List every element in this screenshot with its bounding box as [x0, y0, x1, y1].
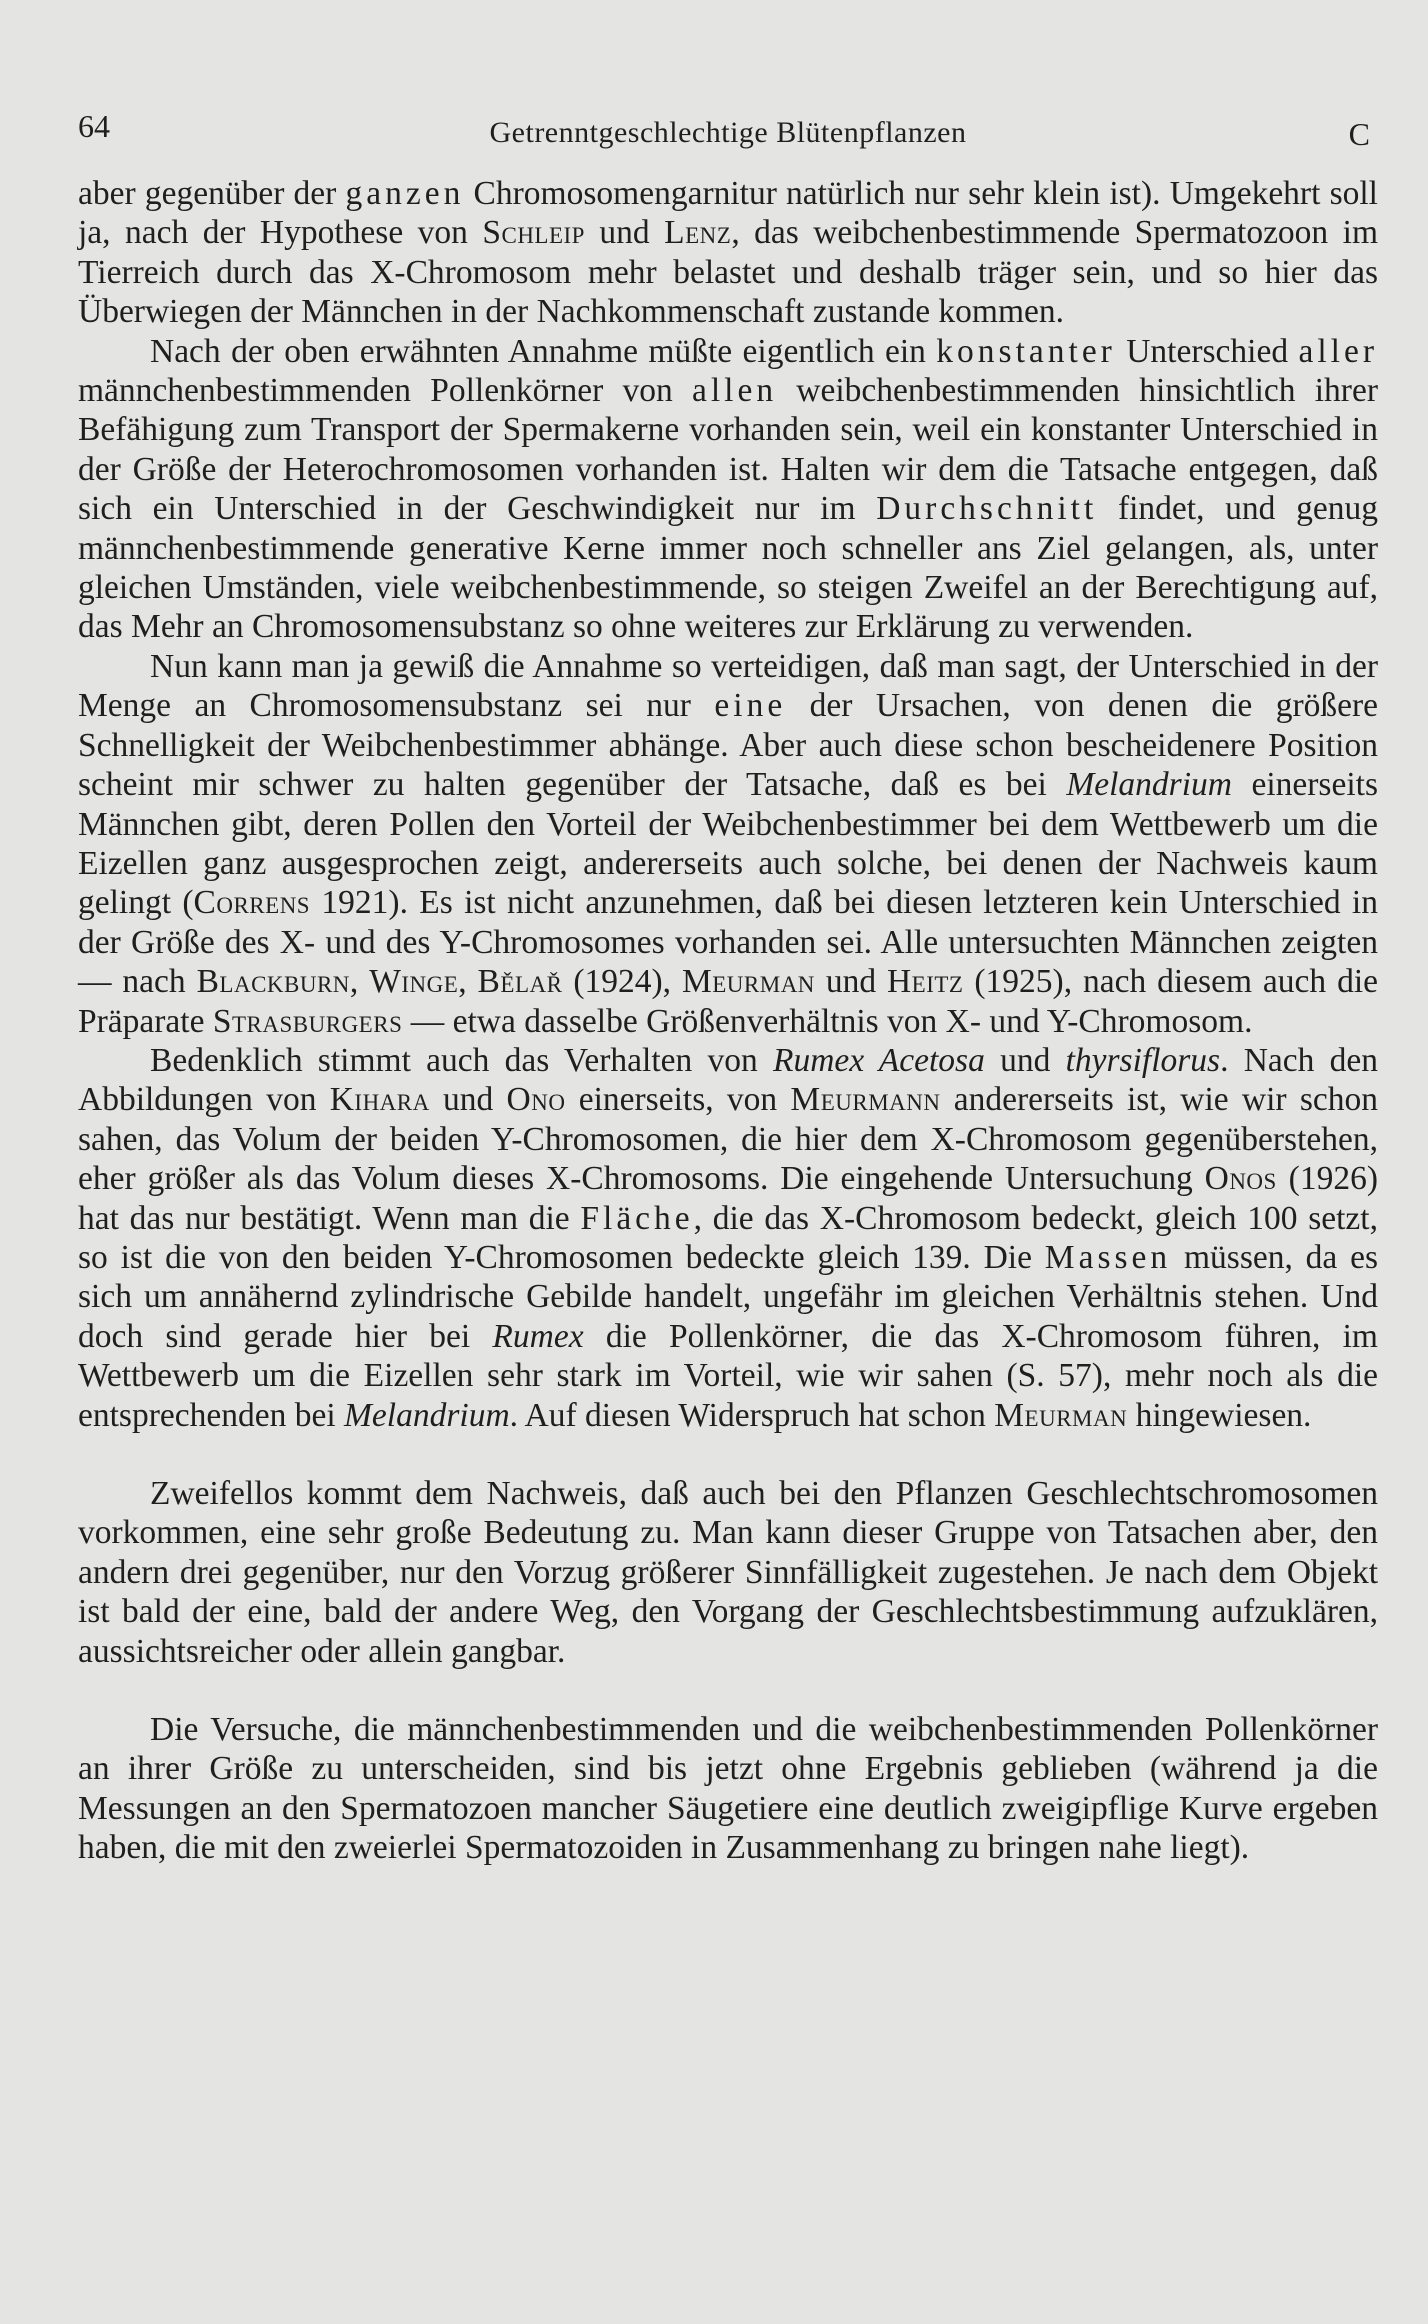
- text-run: aber gegenüber der: [78, 175, 346, 212]
- text-run: weibchenbestimmenden hinsichtlich ihrer Befähigung zum Transport der Spermakerne vorhanden sein, weil ein konstanter Unterschied in der Größe der Heterochromosomen vorhanden ist. Halten wir dem die Tatsache entgegen, daß sich ein Unterschied in der Geschwindigkeit nur im: [78, 372, 1378, 528]
- paragraph: [78, 332, 1378, 647]
- paragraph: [78, 1041, 1378, 1435]
- text-run: und: [584, 214, 665, 252]
- text-run: müssen, da es sich um annähernd zylindrische Gebilde handelt, ungefähr im gleichen Verhältnis stehen. Und doch sind gerade hier bei: [78, 1238, 1379, 1355]
- text-run: , die das X-Chromosom bedeckt, gleich 100 setzt, so ist die von den beiden Y-Chromosomen bedeckte gleich 139. Die: [78, 1199, 1378, 1276]
- spaced-run: Durchschnitt: [876, 490, 1098, 528]
- smallcaps-run: Meurman: [681, 963, 815, 1001]
- smallcaps-run: Winge: [369, 963, 459, 1001]
- smallcaps-run: Kihara: [329, 1081, 430, 1119]
- text-run: andererseits ist, wie wir schon sahen, das Volum der beiden Y-Chromosomen, die hier dem X-Chromosom gegenüberstehen, eher größer als das Volum dieses X-Chromosoms. Die eingehende Untersuchung: [78, 1081, 1379, 1198]
- text-run: Zweifellos kommt dem Nachweis, daß auch bei den Pflanzen Geschlechtschromosomen vorkommen, eine sehr große Bedeutung zu. Man kann dieser Gruppe von Tatsachen aber, den andern drei gegenüber, nur den Vorzug größerer Sinnfälligkeit zugestehen. Je nach dem Objekt ist bald der eine, bald der andere Weg, den Vorgang der Geschlechtsbestimmung aufzuklären, aussichtsreicher oder allein gangbar.: [78, 1475, 1378, 1670]
- text-run: einerseits, von: [565, 1081, 791, 1119]
- smallcaps-run: Correns: [193, 884, 311, 922]
- smallcaps-run: Schleip: [482, 214, 585, 252]
- text-run: Nun kann man ja gewiß die Annahme so verteidigen, daß man sagt, der Unterschied in der Menge an Chromosomensubstanz sei nur: [78, 647, 1378, 725]
- paragraph: [78, 647, 1378, 1041]
- paragraph: [78, 174, 1378, 332]
- text-run: — etwa dasselbe Größenverhältnis von X- und Y-Chromosom.: [402, 1002, 1253, 1040]
- running-header: [78, 108, 1378, 174]
- smallcaps-run: Meurman: [994, 1396, 1128, 1434]
- smallcaps-run: Lenz: [664, 214, 732, 252]
- text-run: Nach der oben erwähnten Annahme müßte eigentlich ein: [150, 332, 937, 370]
- text-run: ,: [458, 963, 478, 1001]
- italic-run: Rumex: [492, 1317, 584, 1355]
- text-run: findet, und genug männchenbestimmende generative Kerne immer noch schneller ans Ziel gelangen, als, unter gleichen Umständen, viele weibchenbestimmende, so steigen Zweifel an der Berechtigung auf, das Mehr an Chromosomensubstanz so ohne weiteres zur Erklärung zu verwenden.: [78, 490, 1378, 646]
- spaced-run: eine: [714, 687, 787, 725]
- italic-run: thyrsiflorus: [1065, 1041, 1221, 1079]
- italic-run: Rumex Acetosa: [773, 1041, 985, 1079]
- text-run: und: [429, 1081, 507, 1119]
- running-title: Getrenntgeschlechtige Blütenpflanzen: [489, 116, 967, 149]
- smallcaps-run: Onos: [1204, 1160, 1277, 1198]
- text-run: und: [984, 1041, 1066, 1079]
- spaced-run: ganzen: [345, 175, 465, 212]
- paragraph: [78, 1710, 1378, 1868]
- spaced-run: Fläche: [580, 1199, 694, 1237]
- text-run: die Pollenkörner, die das X-Chromosom führen, im Wettbewerb um die Eizellen sehr stark im Vorteil, wie wir sahen (S. 57), mehr noch als die entsprechenden bei: [78, 1317, 1378, 1434]
- text-run: und: [814, 963, 887, 1001]
- italic-run: Melandrium: [1066, 766, 1232, 804]
- text-run: Die Versuche, die männchenbestimmenden und die weibchenbestimmenden Pollenkörner an ihrer Größe zu unterscheiden, sind bis jetzt ohne Ergebnis geblieben (während ja die Messungen an den Spermatozoen mancher Säugetiere eine deutlich zweigipflige Kurve ergeben haben, die mit den zweierlei Spermatozoiden in Zusammenhang zu bringen nahe liegt).: [78, 1711, 1378, 1867]
- text-run: Unterschied: [1115, 332, 1299, 370]
- smallcaps-run: Strasburgers: [212, 1002, 403, 1040]
- page-number: 64: [78, 108, 110, 144]
- text-run: männchenbestimmenden Pollenkörner von: [78, 372, 692, 410]
- text-run: 1921). Es ist nicht anzunehmen, daß bei diesen letzteren kein Unterschied in der Größe des X- und des Y-Chromosomes vorhanden sei. Alle untersuchten Männchen zeigten — nach: [78, 884, 1378, 1001]
- text-run: . Nach den Abbildungen von: [78, 1041, 1378, 1119]
- section-letter: C: [1348, 116, 1370, 152]
- text-run: Bedenklich stimmt auch das Verhalten von: [150, 1041, 773, 1079]
- spaced-run: allen: [691, 372, 778, 410]
- spaced-run: konstanter: [936, 332, 1116, 370]
- italic-run: Melandrium: [344, 1396, 510, 1434]
- spaced-run: aller: [1298, 332, 1378, 370]
- body-text: [78, 174, 1378, 1868]
- text-run: (1925), nach diesem auch die Präparate: [78, 963, 1378, 1040]
- smallcaps-run: Blackburn: [196, 963, 350, 1001]
- text-run: der Ursachen, von denen die größere Schnelligkeit der Weibchenbestimmer abhänge. Aber auch diese schon bescheidenere Position scheint mir schwer zu halten gegenüber der Tatsache, daß es bei: [78, 687, 1379, 804]
- text-run: Chromosomengarnitur natürlich nur sehr klein ist). Umgekehrt soll ja, nach der Hypothese von: [78, 175, 1378, 252]
- text-run: hingewiesen.: [1127, 1396, 1312, 1434]
- spaced-run: Massen: [1044, 1238, 1172, 1276]
- smallcaps-run: Ono: [506, 1081, 566, 1119]
- text-run: , das weibchenbestimmende Spermatozoon im Tierreich durch das X-Chromosom mehr belastet und deshalb träger sein, und so hier das Überwiegen der Männchen in der Nachkommenschaft zustande kommen.: [78, 214, 1378, 331]
- text-run: (1926) hat das nur bestätigt. Wenn man die: [78, 1160, 1378, 1237]
- smallcaps-run: Meurmann: [790, 1081, 941, 1119]
- text-run: (1924),: [562, 963, 682, 1001]
- text-run: ,: [349, 963, 370, 1001]
- paragraph: [78, 1474, 1378, 1671]
- text-run: . Auf diesen Widerspruch hat schon: [509, 1396, 995, 1434]
- smallcaps-run: Heitz: [886, 963, 964, 1001]
- smallcaps-run: Bělař: [477, 963, 563, 1001]
- text-run: einerseits Männchen gibt, deren Pollen den Vorteil der Weibchenbestimmer bei dem Wettbewerb um die Eizellen ganz ausgesprochen zeigt, andererseits auch solche, bei denen der Nachweis kaum gelingt (: [78, 766, 1378, 922]
